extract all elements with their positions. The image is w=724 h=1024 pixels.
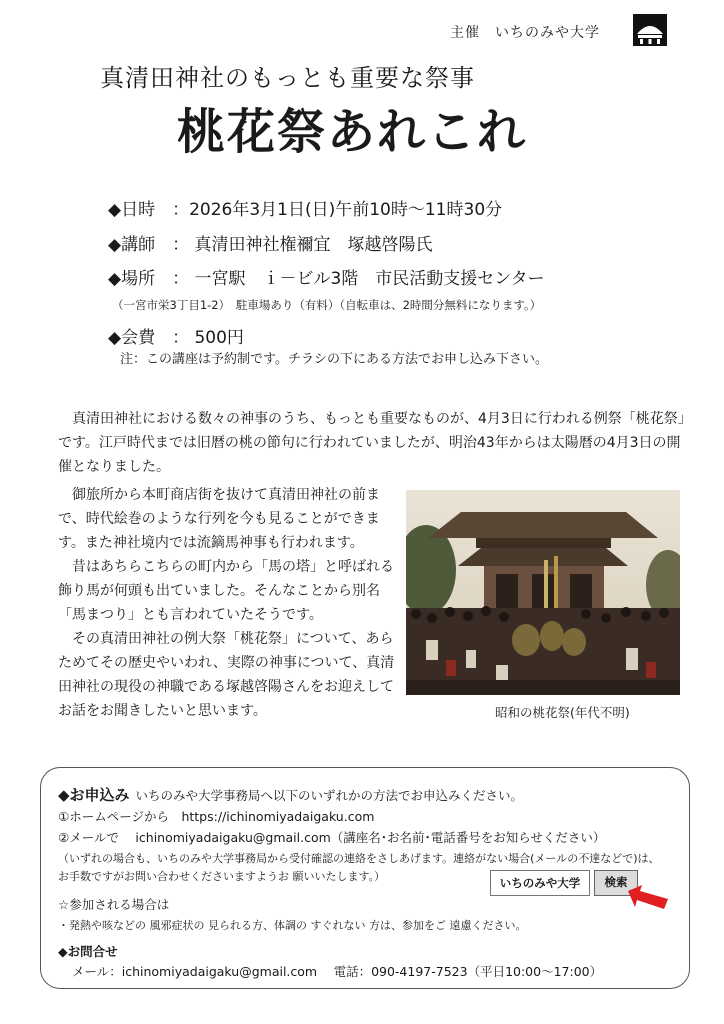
confirm-note-line1: （いずれの場合も、いちのみや大学事務局から受付確認の連絡をさしあげます。連絡がない場合(メールの不達などで)は、 xyxy=(58,852,660,865)
search-input[interactable]: いちのみや大学 xyxy=(490,870,590,896)
reservation-note: 注：この講座は予約制です。チラシの下にある方法でお申し込み下さい。 xyxy=(120,352,548,367)
contact-info: メール：ichinomiyadaigaku@gmail.com 電話：090-4197-7523（平日10:00～17:00） xyxy=(72,964,603,979)
search-button[interactable]: 検索 xyxy=(594,870,638,896)
intro-paragraph xyxy=(58,407,690,479)
application-heading xyxy=(58,784,523,805)
application-web: ①ホームページから https://ichinomiyadaigaku.com xyxy=(58,809,375,824)
festival-photo xyxy=(406,490,680,695)
confirm-note-line2: お手数ですがお問い合わせくださいますようお 願いいたします。） xyxy=(58,870,386,883)
application-subtitle: いちのみや大学事務局へ以下のいずれかの方法でお申込みください。 xyxy=(135,788,524,803)
event-subtitle: 真清田神社のもっとも重要な祭事 xyxy=(100,64,475,92)
attend-note: ・発熱や咳などの 風邪症状の 見られる方、体調の すぐれない 方は、参加をご 遠慮ください。 xyxy=(58,919,527,932)
event-lecturer: ◆講師 ： 真清田神社権禰宜 塚越啓陽氏 xyxy=(108,235,433,255)
event-place: ◆場所 ： 一宮駅 ｉ－ビル3階 市民活動支援センター xyxy=(108,269,545,289)
application-title: ◆お申込み xyxy=(58,786,130,804)
contact-heading: ◆お問合せ xyxy=(58,944,118,959)
paragraph-horses: 昔はあちらこちらの町内から「馬の塔」と呼ばれる飾り馬が何頭も出ていました。そんなことから別名「馬まつり」とも言われていたそうです。 xyxy=(58,559,394,623)
intro-text: 真清田神社における数々の神事のうち、もっとも重要なものが、4月3日に行われる例祭「桃花祭」です。江戸時代までは旧暦の桃の節句に行われていましたが、明治43年からは太陽暦の4月3日の開催となりました。 xyxy=(58,411,685,475)
university-logo-icon xyxy=(633,14,667,46)
organizer-label: 主催 いちのみや大学 xyxy=(450,25,600,41)
event-fee: ◆会費 ： 500円 xyxy=(108,328,244,348)
body-column xyxy=(58,483,403,723)
attend-heading: ☆参加される場合は xyxy=(58,897,170,912)
place-note: （一宮市栄3丁目1-2） 駐車場あり（有料）（自転車は、2時間分無料になります。） xyxy=(112,298,542,312)
paragraph-lecture: その真清田神社の例大祭「桃花祭」について、あらためてその歴史やいわれ、実際の神事について、真清田神社の現役の神職である塚越啓陽さんをお迎えしてお話をお聞きしたいと思います。 xyxy=(58,631,395,719)
application-mail: ②メールで ichinomiyadaigaku@gmail.com（講座名･お名前･電話番号をお知らせください） xyxy=(58,830,606,845)
event-title: 桃花祭あれこれ xyxy=(177,104,528,160)
pointer-arrow-icon xyxy=(626,883,670,913)
event-datetime: ◆日時 ：2026年3月1日(日)午前10時～11時30分 xyxy=(108,200,503,220)
photo-caption: 昭和の桃花祭(年代不明) xyxy=(495,705,630,720)
paragraph-procession: 御旅所から本町商店街を抜けて真清田神社の前まで、時代絵巻のような行列を今も見ることができます。また神社境内では流鏑馬神事も行われます。 xyxy=(58,487,380,551)
